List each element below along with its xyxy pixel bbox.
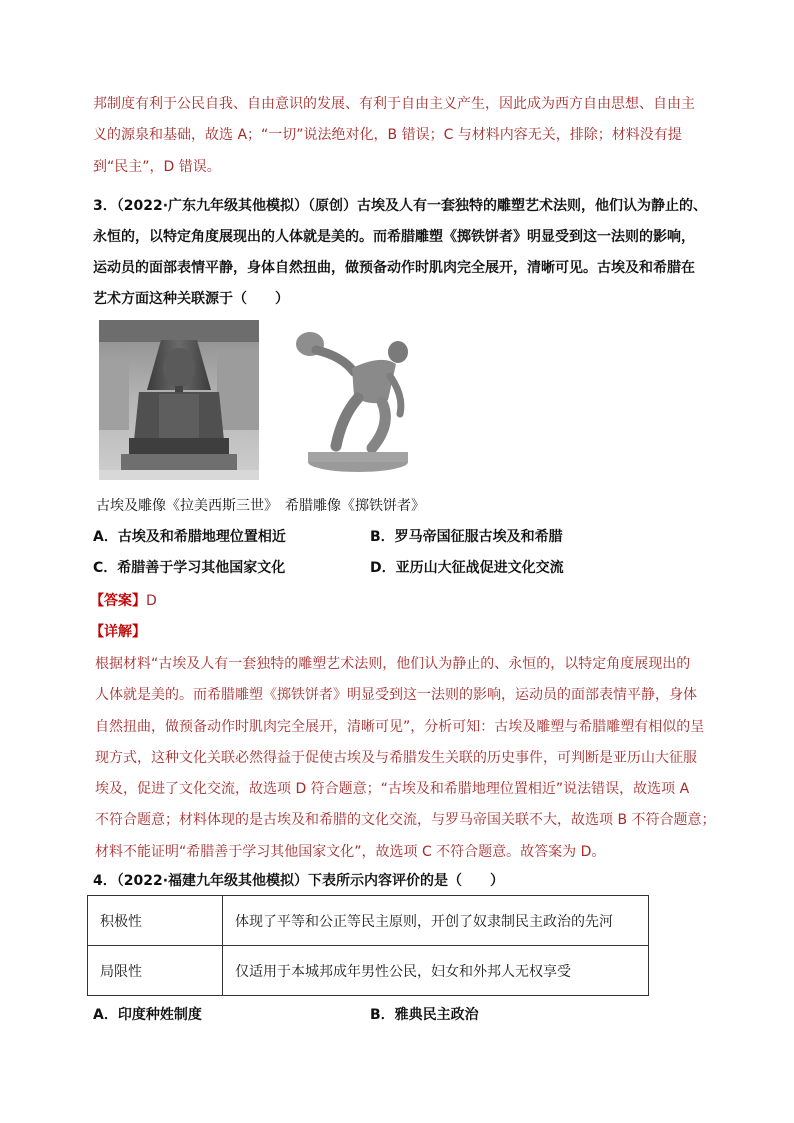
q3-answer (90, 591, 157, 611)
q4-option-b: B．雅典民主政治 (370, 1007, 479, 1023)
q4-option-a: A．印度种姓制度 (93, 1007, 202, 1023)
prev-answer-line-2: 义的源泉和基础，故选 A；“一切”说法绝对化，B 错误；C 与材料内容无关，排除；材料没有提 (93, 127, 682, 143)
discobolus-statue-image (292, 316, 422, 476)
answer-value: D (146, 593, 157, 609)
q3-stem-line-4: 艺术方面这种关联源于（ ） (93, 291, 289, 307)
ramesses-statue-image (99, 320, 259, 480)
prev-answer-line-3: 到“民主”，D 错误。 (93, 159, 221, 175)
q3-detail-line-5: 埃及，促进了文化交流，故选项 D 符合题意；“古埃及和希腊地理位置相近”说法错误，故选项 A (95, 781, 690, 797)
q3-detail-line-2: 人体就是美的。而希腊雕塑《掷铁饼者》明显受到这一法则的影响，运动员的面部表情平静，身体 (95, 687, 697, 703)
q3-stem-line-1: 3．（2022·广东九年级其他模拟）（原创）古埃及人有一套独特的雕塑艺术法则，他们认为静止的、 (93, 198, 708, 214)
detail-tag: 【详解】 (90, 624, 146, 640)
q3-stem-line-2: 永恒的，以特定角度展现出的人体就是美的。而希腊雕塑《掷铁饼者》明显受到这一法则的影响， (93, 229, 695, 245)
q3-stem-line-3: 运动员的面部表情平静，身体自然扭曲，做预备动作时肌肉完全展开，清晰可见。古埃及和希腊在 (93, 260, 695, 276)
table-cell: 局限性 (88, 946, 223, 996)
table-cell: 仅适用于本城邦成年男性公民，妇女和外邦人无权享受 (223, 946, 649, 996)
q3-detail-line-4: 现方式，这种文化关联必然得益于促使古埃及与希腊发生关联的历史事件，可判断是亚历山大征服 (95, 750, 697, 766)
q3-option-b: B．罗马帝国征服古埃及和希腊 (370, 529, 563, 545)
table-row (88, 896, 649, 946)
table-row (88, 946, 649, 996)
q3-detail-line-1: 根据材料“古埃及人有一套独特的雕塑艺术法则，他们认为静止的、永恒的，以特定角度展现出的 (95, 656, 691, 672)
q3-image-caption: 古埃及雕像《拉美西斯三世》 希腊雕像《掷铁饼者》 (96, 498, 425, 514)
q3-detail-line-6: 不符合题意；材料体现的是古埃及和希腊的文化交流，与罗马帝国关联不大，故选项 B 不符合题意； (95, 812, 716, 828)
q4-table (87, 895, 649, 996)
q3-option-c: C．希腊善于学习其他国家文化 (93, 560, 286, 576)
q3-option-d: D．亚历山大征战促进文化交流 (370, 560, 564, 576)
q4-stem: 4．（2022·福建九年级其他模拟）下表所示内容评价的是（ ） (93, 873, 505, 889)
table-cell: 体现了平等和公正等民主原则，开创了奴隶制民主政治的先河 (223, 896, 649, 946)
answer-tag: 【答案】 (90, 593, 146, 609)
prev-answer-line-1: 邦制度有利于公民自我、自由意识的发展、有利于自由主义产生，因此成为西方自由思想、自由主 (93, 96, 695, 112)
q3-detail-line-7: 材料不能证明“希腊善于学习其他国家文化”，故选项 C 不符合题意。故答案为 D。 (95, 844, 606, 860)
table-cell: 积极性 (88, 896, 223, 946)
q3-option-a: A．古埃及和希腊地理位置相近 (93, 529, 286, 545)
q3-detail-line-3: 自然扭曲，做预备动作时肌肉完全展开，清晰可见”，分析可知：古埃及雕塑与希腊雕塑有相似的呈 (95, 719, 705, 735)
